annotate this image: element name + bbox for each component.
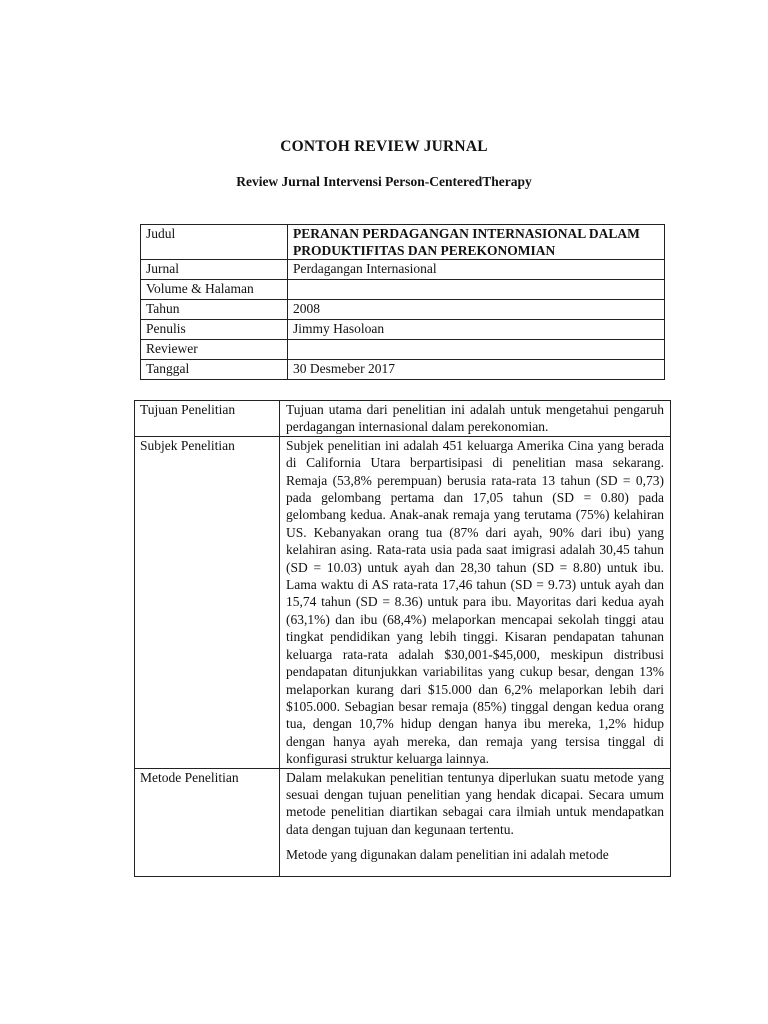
- table-row-penulis: [141, 320, 665, 340]
- table-row-jurnal: [141, 260, 665, 280]
- row-label: Subjek Penelitian: [135, 436, 280, 768]
- journal-title-value: PERANAN PERDAGANGAN INTERNASIONAL DALAM PRODUKTIFITAS DAN PEREKONOMIAN: [288, 225, 665, 260]
- journal-info-table: [140, 224, 665, 380]
- tujuan-text: Tujuan utama dari penelitian ini adalah untuk mengetahui pengaruh perdagangan internasional dalam perekonomian.: [280, 401, 671, 437]
- table-row-reviewer: [141, 340, 665, 360]
- table-row-subjek: [135, 436, 671, 768]
- row-label: Penulis: [141, 320, 288, 340]
- subjek-text: Subjek penelitian ini adalah 451 keluarga Amerika Cina yang berada di California Utara berpartisipasi di penelitian masa sekarang. Remaja (53,8% perempuan) berusia rata-rata 13 tahun (SD = 0,73) pada gelombang pertama dan 17,05 tahun (SD = 0.80) pada gelombang kedua. Anak-anak remaja yang terutama (75%) kelahiran US. Kebanyakan orang tua (87% dari ayah, 90% dari ibu) yang kelahiran asing. Rata-rata usia pada saat imigrasi adalah 30,45 tahun (SD = 10.03) untuk ayah dan 28,30 tahun (SD = 8.80) untuk ibu. Lama waktu di AS rata-rata 17,46 tahun (SD = 9.73) untuk ayah dan 15,74 tahun (SD = 8.36) untuk para ibu. Mayoritas dari kedua ayah (63,1%) dan ibu (68,4%) melaporkan mencapai sekolah tinggi atau tingkat pendidikan yang lebih tinggi. Kisaran pendapatan tahunan keluarga rata-rata adalah $30,001-$45,000, meskipun distribusi pendapatan ditunjukkan variabilitas yang cukup besar, dengan 13% melaporkan kurang dari $15.000 dan 6,2% melaporkan lebih dari $105.000. Sebagian besar remaja (85%) tinggal dengan kedua orang tua, dengan 10,7% hidup dengan hanya ibu mereka, 1,2% hidup dengan hanya ayah mereka, dan remaja yang tersisa tinggal di konfigurasi struktur keluarga lainnya.: [280, 436, 671, 768]
- journal-name-value: Perdagangan Internasional: [288, 260, 665, 280]
- date-value: 30 Desmeber 2017: [288, 360, 665, 380]
- row-label: Tanggal: [141, 360, 288, 380]
- volume-value: [288, 280, 665, 300]
- table-row-tahun: [141, 300, 665, 320]
- table-row-tanggal: [141, 360, 665, 380]
- table-row-metode: [135, 768, 671, 876]
- row-label: Judul: [141, 225, 288, 260]
- table-row-tujuan: [135, 401, 671, 437]
- table-row-judul: [141, 225, 665, 260]
- metode-cell: [280, 768, 671, 876]
- page-title: CONTOH REVIEW JURNAL: [280, 138, 488, 155]
- year-value: 2008: [288, 300, 665, 320]
- table-row-volume: [141, 280, 665, 300]
- author-value: Jimmy Hasoloan: [288, 320, 665, 340]
- row-label: Tujuan Penelitian: [135, 401, 280, 437]
- metode-paragraph-1: Dalam melakukan penelitian tentunya diperlukan suatu metode yang sesuai dengan tujuan penelitian yang hendak dicapai. Secara umum metode penelitian diartikan sebagai cara ilmiah untuk mendapatkan data dengan tujuan dan kegunaan tertentu.: [286, 769, 664, 837]
- metode-paragraph-2: Metode yang digunakan dalam penelitian ini adalah metode: [286, 847, 609, 863]
- page-subtitle: Review Jurnal Intervensi Person-CenteredTherapy: [236, 174, 532, 189]
- row-label: Jurnal: [141, 260, 288, 280]
- row-label: Volume & Halaman: [141, 280, 288, 300]
- review-table: [134, 400, 671, 877]
- row-label: Reviewer: [141, 340, 288, 360]
- row-label: Tahun: [141, 300, 288, 320]
- row-label: Metode Penelitian: [135, 768, 280, 876]
- reviewer-value: [288, 340, 665, 360]
